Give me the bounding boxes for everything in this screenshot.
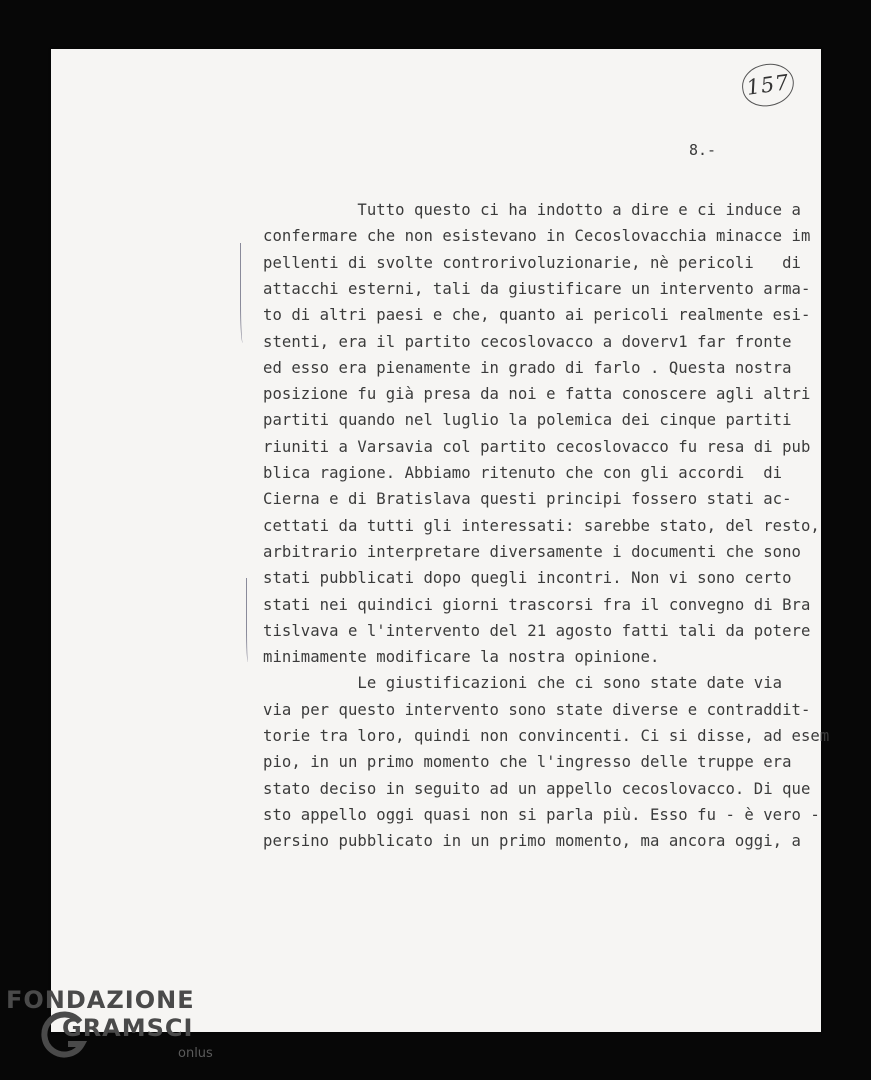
margin-mark-lower [246,578,251,662]
text-line: arbitrario interpretare diversamente i documenti che sono [263,542,801,561]
text-line: sto appello oggi quasi non si parla più. Esso fu - è vero - [263,805,820,824]
text-line: posizione fu già presa da noi e fatta conoscere agli altri [263,385,811,404]
watermark-line1: FONDAZIONE [6,986,195,1014]
text-line: confermare che non esistevano in Cecoslovacchia minacce im [263,227,811,246]
text-line: Le giustificazioni che ci sono state date via [263,674,783,693]
text-line: stato deciso in seguito ad un appello cecoslovacco. Di que [263,779,811,798]
text-line: pellenti di svolte controrivoluzionarie, nè pericoli di [263,253,801,272]
text-line: persino pubblicato in un primo momento, ma ancora oggi, a [263,832,801,851]
archive-number: 157 [744,70,792,100]
text-line: partiti quando nel luglio la polemica dei cinque partiti [263,411,792,430]
text-line: stati nei quindici giorni trascorsi fra il convegno di Bra [263,595,811,614]
text-line: torie tra loro, quindi non convincenti. Ci si disse, ad esem [263,727,830,745]
text-line: stenti, era il partito cecoslovacco a doverv1 far fronte [263,332,792,351]
text-line: riuniti a Varsavia col partito cecoslovacco fu resa di pub [263,437,811,456]
text-line: blica ragione. Abbiamo ritenuto che con gli accordi di [263,464,783,482]
watermark-line3: onlus [178,1046,213,1061]
watermark-logo [6,986,226,1076]
margin-mark-upper [240,243,247,343]
watermark-line2: GRAMSCI [62,1014,194,1042]
text-line: attacchi esterni, tali da giustificare un intervento arma- [263,279,811,298]
text-line: via per questo intervento sono state diverse e contraddit- [263,700,811,719]
document-page [51,49,830,1032]
text-line: pio, in un primo momento che l'ingresso delle truppe era [263,753,792,772]
text-line: Tutto questo ci ha indotto a dire e ci induce a [263,201,801,219]
text-line: minimamente modificare la nostra opinione. [263,648,660,667]
text-line: to di altri paesi e che, quanto ai pericoli realmente esi- [263,306,811,325]
text-line: Cierna e di Bratislava questi principi fossero stati ac- [263,490,792,509]
text-line: cettati da tutti gli interessati: sarebbe stato, del resto, [263,516,820,535]
page-number: 8.- [689,141,717,159]
text-line: stati pubblicati dopo quegli incontri. Non vi sono certo [263,569,792,588]
text-line: ed esso era pienamente in grado di farlo . Questa nostra [263,358,792,377]
text-line: tislvava e l'intervento del 21 agosto fatti tali da potere [263,621,811,640]
